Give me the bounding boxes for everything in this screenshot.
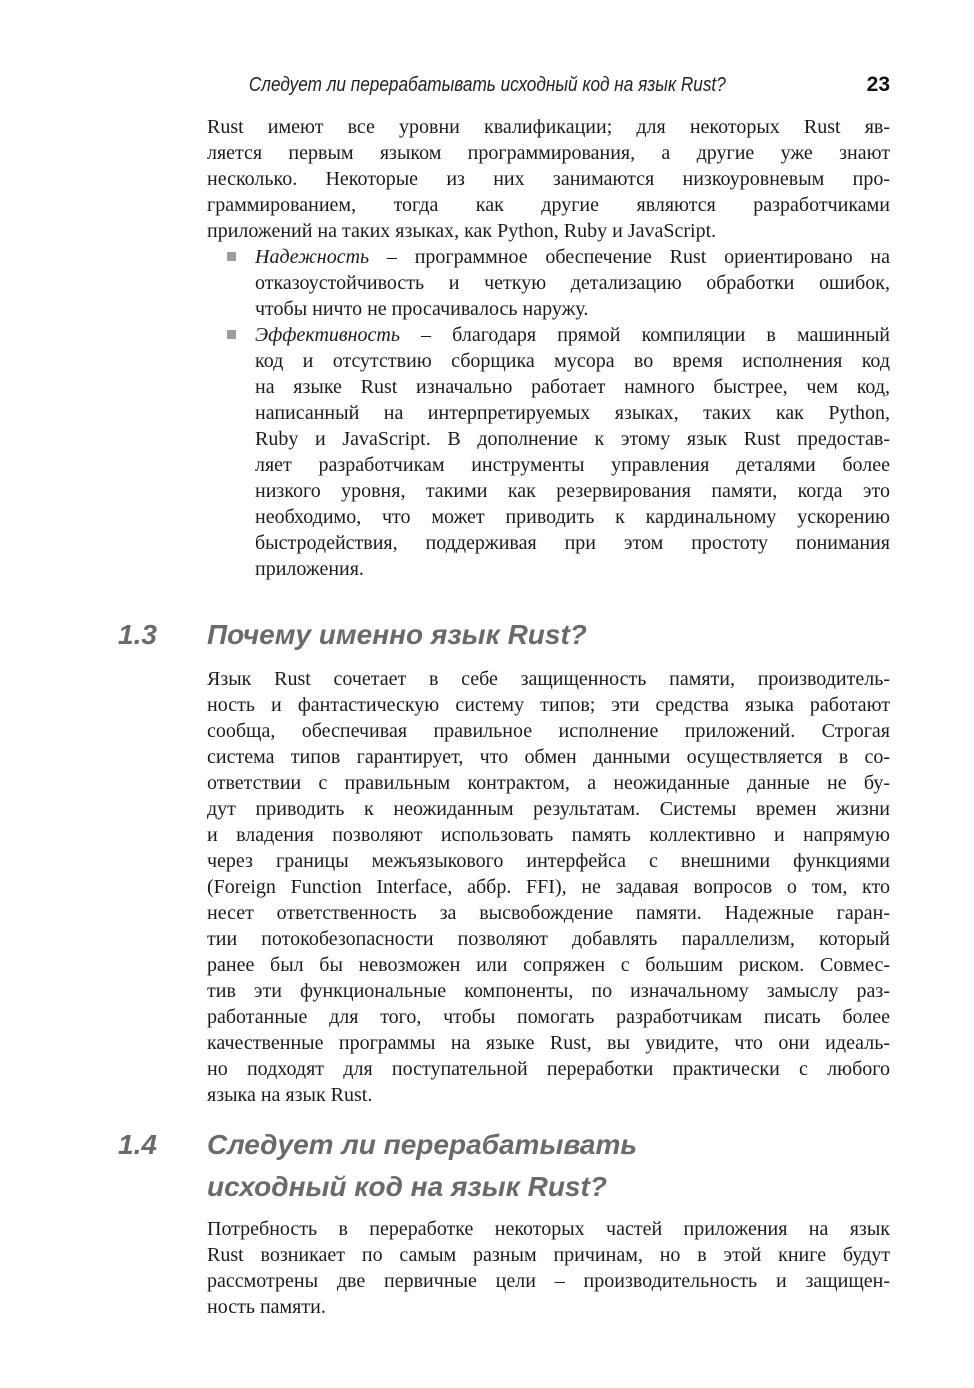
text-line: чтобы ничто не просачивалось наружу. <box>255 298 589 320</box>
bullet-continuation-lines <box>255 270 890 322</box>
bullet-first-line-rest: – благодаря прямой компиляции в машинный <box>399 324 890 346</box>
bullet-first-line <box>255 244 890 270</box>
page-number: 23 <box>866 73 890 96</box>
text-line: тии потокобезопасности позволяют добавлять параллелизм, который <box>207 928 890 950</box>
bullet-item-reliability <box>207 244 890 322</box>
text-line: ранее был бы невозможен или сопряжен с большим риском. Совмес- <box>207 954 890 976</box>
text-line: несет ответственность за высвобождение памяти. Надежные гаран- <box>207 902 890 924</box>
bullet-term: Эффективность <box>255 324 400 346</box>
section-heading-1-4 <box>118 1124 890 1208</box>
text-line: языка на язык Rust. <box>207 1084 373 1106</box>
text-line: граммированием, тогда как другие являются разработчиками <box>207 194 890 216</box>
section-1-4-paragraph <box>207 1216 890 1320</box>
running-head-title: Следует ли перерабатывать исходный код на язык Rust? <box>248 74 726 96</box>
text-line: (Foreign Function Interface, аббр. FFI), не задавая вопросов о том, кто <box>207 876 890 898</box>
text-line: качественные программы на языке Rust, вы увидите, что они идеаль- <box>207 1032 890 1054</box>
text-line: дут приводить к неожиданным результатам. Системы времен жизни <box>207 798 890 820</box>
text-column <box>118 114 890 1320</box>
text-line: и владения позволяют использовать память коллективно и напрямую <box>207 824 890 846</box>
text-line: Ruby и JavaScript. В дополнение к этому язык Rust предостав- <box>255 428 890 450</box>
text-line: ность и фантастическую систему типов; эти средства языка работают <box>207 694 890 716</box>
text-line: несколько. Некоторые из них занимаются низкоуровневым про- <box>207 168 890 190</box>
text-line: тив эти функциональные компоненты, по изначальному замыслу раз- <box>207 980 890 1002</box>
text-line: приложения. <box>255 558 364 580</box>
text-line: отказоустойчивость и четкую детализацию обработки ошибок, <box>255 272 890 294</box>
text-line: сообща, обеспечивая правильное исполнение приложений. Строгая <box>207 720 890 742</box>
bullet-item-efficiency <box>207 322 890 582</box>
bullet-square-icon <box>227 252 236 261</box>
text-line: ность памяти. <box>207 1296 326 1318</box>
section-number: 1.3 <box>118 619 157 650</box>
text-line: Rust возникает по самым разным причинам, но в этой книге будут <box>207 1244 890 1266</box>
text-line: Язык Rust сочетает в себе защищенность памяти, производитель- <box>207 668 890 690</box>
text-line: ляет разработчикам инструменты управления деталями более <box>255 454 890 476</box>
text-line: рассмотрены две первичные цели – производительность и защищен- <box>207 1270 890 1292</box>
bullet-first-line-rest: – программное обеспечение Rust ориентировано на <box>369 246 890 268</box>
text-line: но подходят для поступательной переработки практически с любого <box>207 1058 890 1080</box>
bullet-continuation-lines <box>255 348 890 582</box>
section-title: Почему именно язык Rust? <box>207 619 587 650</box>
section-number: 1.4 <box>118 1129 157 1160</box>
bullet-term: Надежность <box>255 246 370 268</box>
section-heading-1-3 <box>118 614 890 656</box>
text-line: приложений на таких языках, как Python, Ruby и JavaScript. <box>207 220 717 242</box>
text-line: код и отсутствию сборщика мусора во время исполнения код <box>255 350 890 372</box>
text-line: ляется первым языком программирования, а другие уже знают <box>207 142 890 164</box>
text-line: написанный на интерпретируемых языках, таких как Python, <box>255 402 890 424</box>
text-line: на языке Rust изначально работает намного быстрее, чем код, <box>255 376 890 398</box>
text-line: низкого уровня, такими как резервирования памяти, когда это <box>255 480 890 502</box>
section-title-line-1: Следует ли перерабатывать <box>207 1129 637 1160</box>
text-line: система типов гарантирует, что обмен данными осуществляется в со- <box>207 746 890 768</box>
text-line: через границы межъязыкового интерфейса с внешними функциями <box>207 850 890 872</box>
intro-paragraph <box>207 114 890 244</box>
section-1-3-paragraph <box>207 666 890 1108</box>
text-line: Потребность в переработке некоторых частей приложения на язык <box>207 1218 890 1240</box>
text-line: работанные для того, чтобы помогать разработчикам писать более <box>207 1006 890 1028</box>
bullet-list <box>207 244 890 582</box>
text-line: необходимо, что может приводить к кардинальному ускорению <box>255 506 890 528</box>
bullet-square-icon <box>227 330 236 339</box>
bullet-first-line <box>255 322 890 348</box>
text-line: ответствии с правильным контрактом, а неожиданные данные не бу- <box>207 772 890 794</box>
section-title-line-2: исходный код на язык Rust? <box>207 1171 607 1202</box>
running-head <box>0 72 974 98</box>
text-line: быстродействия, поддерживая при этом простоту понимания <box>255 532 890 554</box>
text-line: Rust имеют все уровни квалификации; для некоторых Rust яв- <box>207 116 890 138</box>
